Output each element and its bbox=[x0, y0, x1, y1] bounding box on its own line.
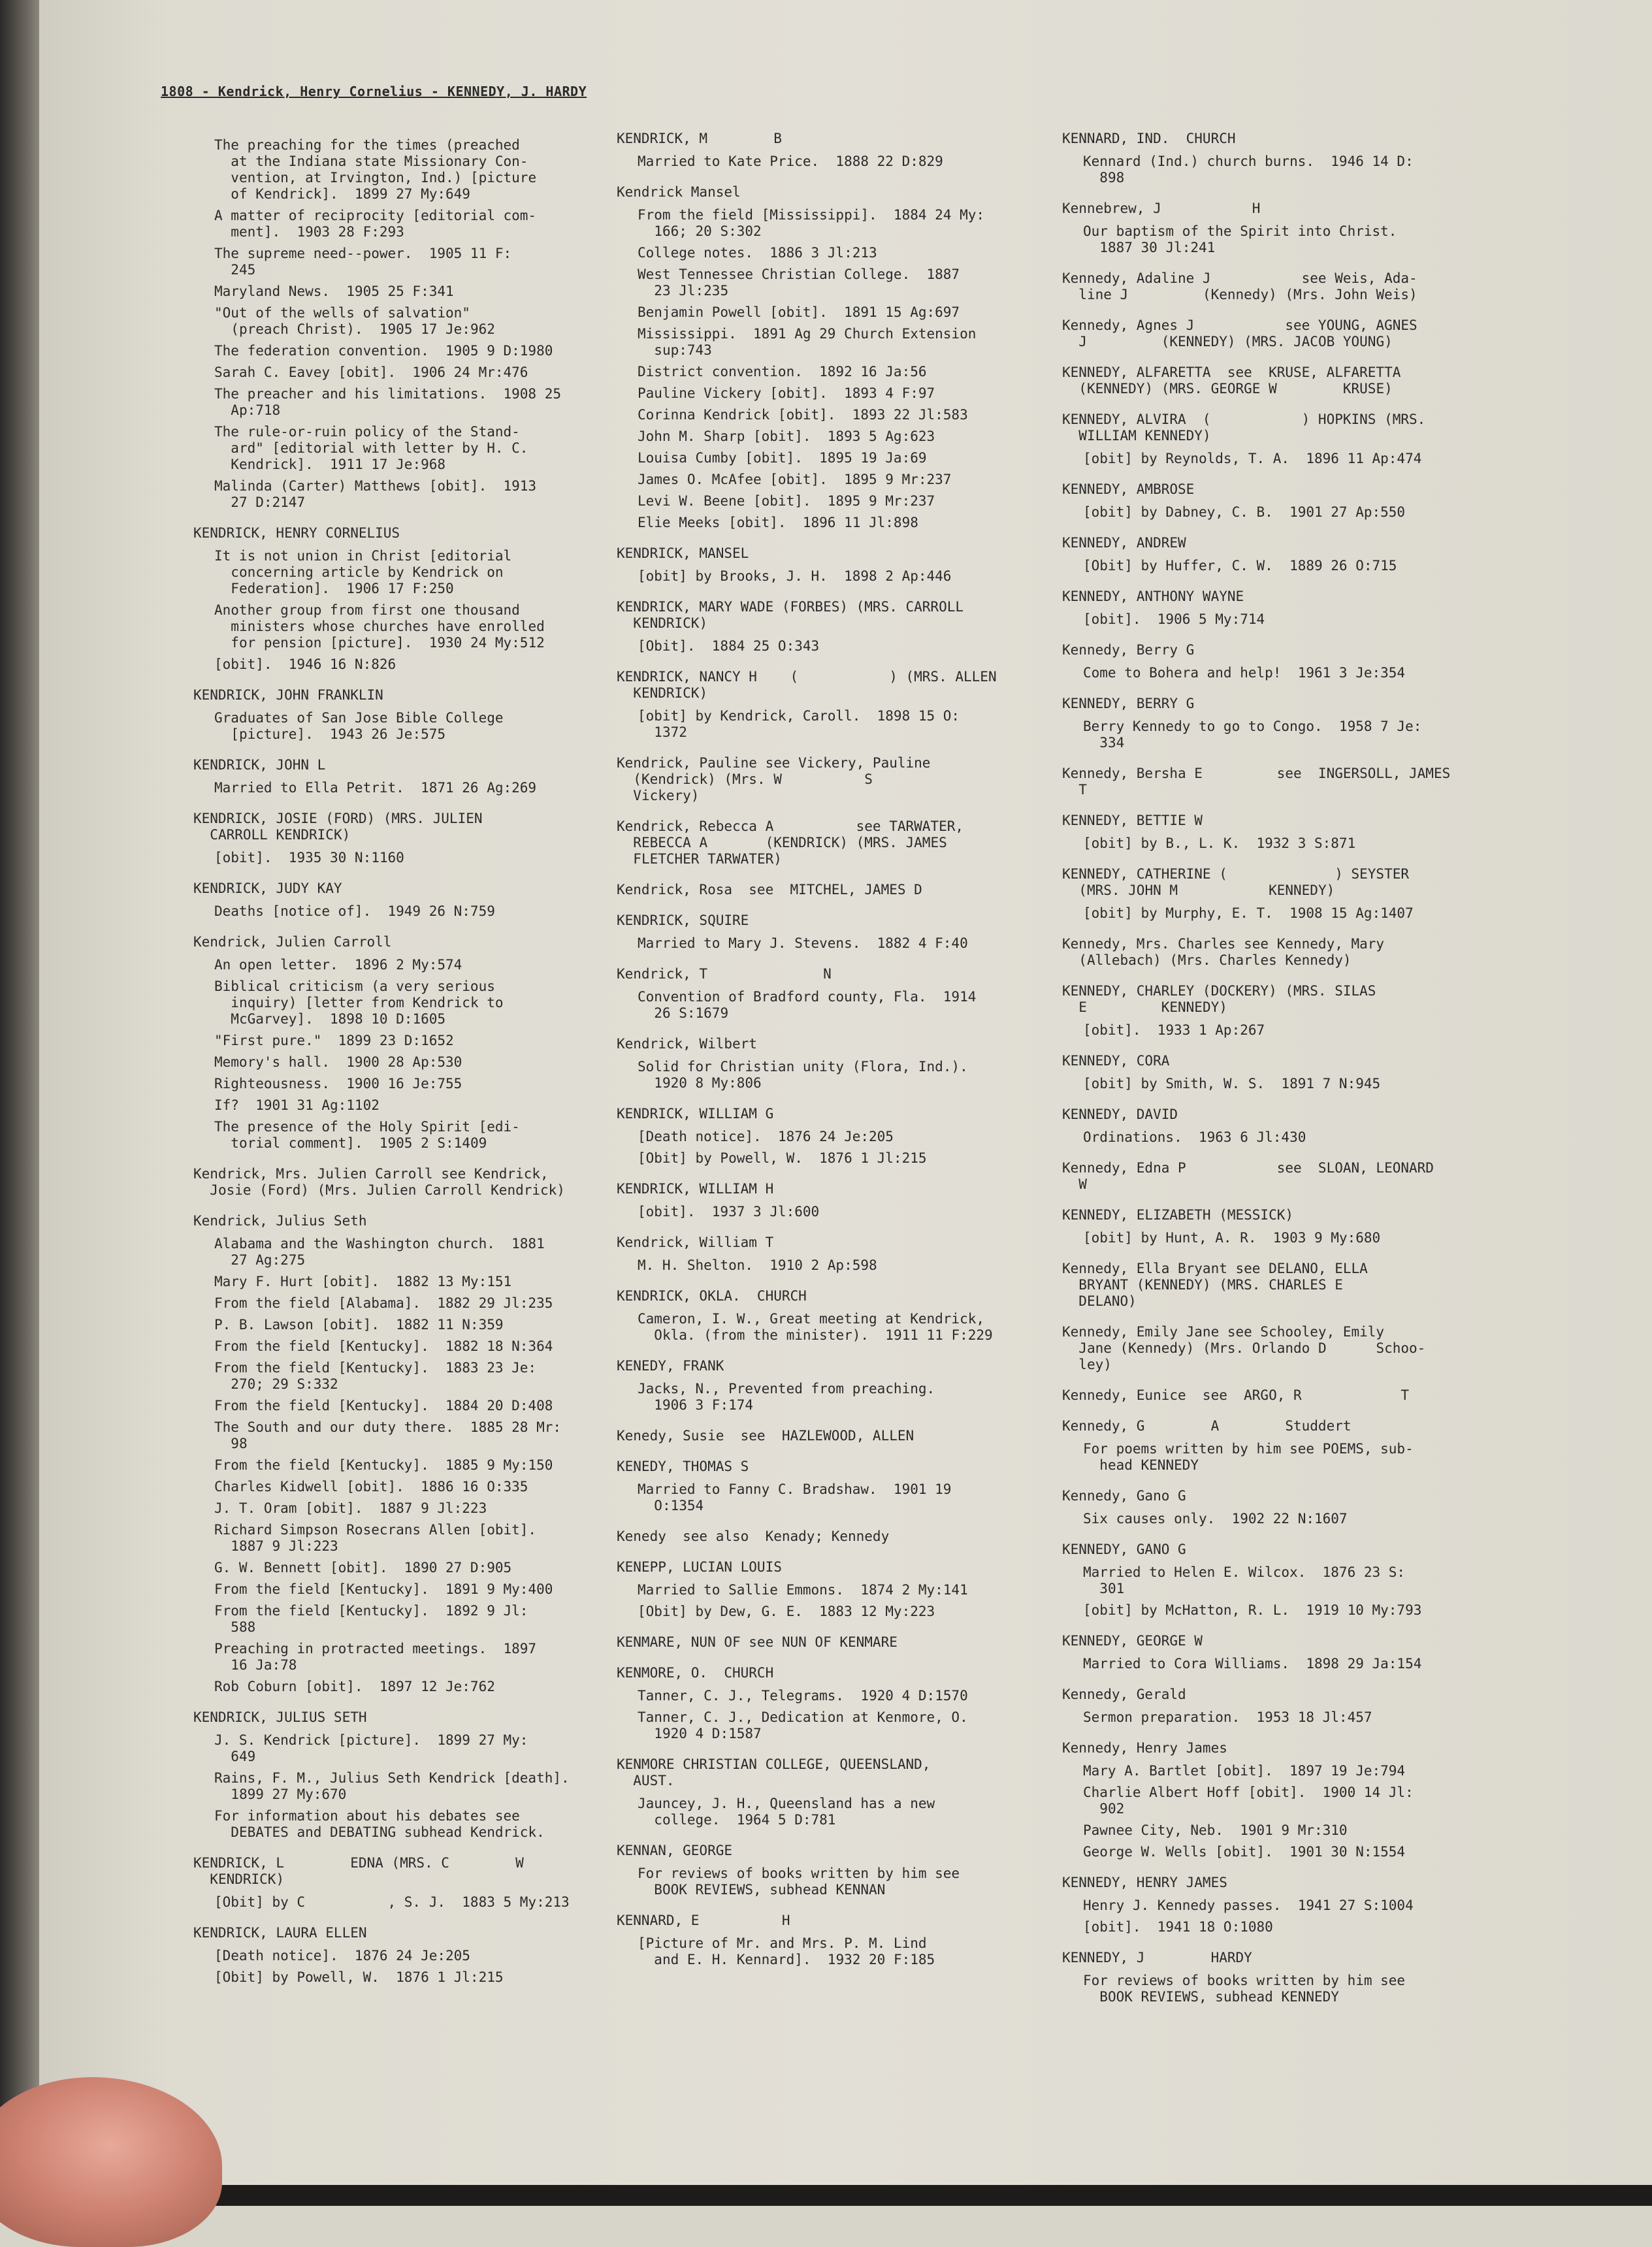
index-entry bbox=[193, 687, 594, 743]
index-entry bbox=[617, 669, 1024, 741]
entry-citation: [Obit] by C , S. J. 1883 5 My:213 bbox=[214, 1894, 570, 1910]
index-entry bbox=[1062, 412, 1489, 467]
entry-heading: Kennedy, G A Studdert bbox=[1062, 1418, 1352, 1434]
entry-heading: KENMORE CHRISTIAN COLLEGE, QUEENSLAND, AUST. bbox=[617, 1756, 931, 1788]
index-entry bbox=[617, 1106, 1024, 1167]
index-entry bbox=[193, 1709, 594, 1841]
entry-heading: Kendrick, Pauline see Vickery, Pauline (Kendrick) (Mrs. W S Vickery) bbox=[617, 755, 931, 803]
index-entry bbox=[193, 525, 594, 673]
index-entry bbox=[1062, 1261, 1489, 1310]
entry-heading: Kennedy, Emily Jane see Schooley, Emily Jane (Kennedy) (Mrs. Orlando D Schoo- ley) bbox=[1062, 1324, 1426, 1372]
index-entry bbox=[1062, 1207, 1489, 1246]
entry-heading: KENDRICK, MANSEL bbox=[617, 545, 749, 561]
index-entry bbox=[1062, 589, 1489, 628]
entry-heading: KENMARE, NUN OF see NUN OF KENMARE bbox=[617, 1634, 898, 1650]
entry-citation: The federation convention. 1905 9 D:1980 bbox=[214, 343, 553, 359]
entry-heading: KENNEDY, CHARLEY (DOCKERY) (MRS. SILAS E KENNEDY) bbox=[1062, 983, 1376, 1015]
entry-heading: KENNEDY, BETTIE W bbox=[1062, 813, 1203, 828]
entry-heading: KENMORE, O. CHURCH bbox=[617, 1665, 774, 1681]
index-entry bbox=[617, 1559, 1024, 1620]
entry-citation: [obit]. 1906 5 My:714 bbox=[1083, 611, 1265, 627]
index-entry bbox=[617, 1288, 1024, 1344]
entry-citation: [obit]. 1941 18 O:1080 bbox=[1083, 1919, 1273, 1935]
entry-citation: For poems written by him see POEMS, sub- head KENNEDY bbox=[1083, 1441, 1414, 1473]
index-entry bbox=[1062, 1324, 1489, 1373]
entry-citation: M. H. Shelton. 1910 2 Ap:598 bbox=[638, 1257, 877, 1273]
entry-heading: KENEDY, FRANK bbox=[617, 1358, 724, 1374]
index-entry bbox=[1062, 1633, 1489, 1672]
index-entry bbox=[1062, 1687, 1489, 1726]
entry-citation: Come to Bohera and help! 1961 3 Je:354 bbox=[1083, 665, 1406, 681]
entry-citation: Mississippi. 1891 Ag 29 Church Extension sup:743 bbox=[638, 326, 977, 358]
entry-citation: [obit]. 1935 30 N:1160 bbox=[214, 850, 404, 865]
entry-citation: From the field [Kentucky]. 1884 20 D:408 bbox=[214, 1398, 553, 1414]
entry-heading: Kenedy, Susie see HAZLEWOOD, ALLEN bbox=[617, 1428, 915, 1444]
entry-heading: Kendrick, T N bbox=[617, 966, 832, 982]
index-entry bbox=[617, 131, 1024, 170]
entry-citation: College notes. 1886 3 Jl:213 bbox=[638, 245, 877, 261]
index-entry bbox=[1062, 1418, 1489, 1474]
entry-citation: Convention of Bradford county, Fla. 1914 26 S:1679 bbox=[638, 989, 977, 1021]
entry-citation: Biblical criticism (a very serious inquiry) [letter from Kendrick to McGarvey]. 1898 10 D:1605 bbox=[214, 978, 504, 1027]
index-entry bbox=[1062, 1107, 1489, 1146]
entry-heading: Kendrick, Julien Carroll bbox=[193, 934, 392, 950]
index-entry bbox=[617, 913, 1024, 952]
entry-heading: KENDRICK, JULIUS SETH bbox=[193, 1709, 367, 1725]
entry-citation: Corinna Kendrick [obit]. 1893 22 Jl:583 bbox=[638, 407, 968, 423]
entry-citation: The preacher and his limitations. 1908 25 Ap:718 bbox=[214, 386, 562, 418]
entry-citation: G. W. Bennett [obit]. 1890 27 D:905 bbox=[214, 1560, 512, 1576]
entry-heading: KENDRICK, L EDNA (MRS. C W KENDRICK) bbox=[193, 1855, 524, 1887]
entry-citation: [obit]. 1946 16 N:826 bbox=[214, 656, 397, 672]
index-entry bbox=[617, 1665, 1024, 1742]
index-entry bbox=[617, 184, 1024, 531]
entry-citation: Louisa Cumby [obit]. 1895 19 Ja:69 bbox=[638, 450, 927, 466]
entry-citation: [Death notice]. 1876 24 Je:205 bbox=[638, 1129, 894, 1144]
entry-citation: The presence of the Holy Spirit [edi- torial comment]. 1905 2 S:1409 bbox=[214, 1119, 520, 1151]
entry-citation: Deaths [notice of]. 1949 26 N:759 bbox=[214, 903, 495, 919]
entry-heading: KENNEDY, ANTHONY WAYNE bbox=[1062, 589, 1244, 604]
entry-heading: Kendrick, William T bbox=[617, 1235, 774, 1250]
entry-heading: KENDRICK, JUDY KAY bbox=[193, 881, 342, 896]
entry-citation: Sarah C. Eavey [obit]. 1906 24 Mr:476 bbox=[214, 364, 528, 380]
entry-citation: Sermon preparation. 1953 18 Jl:457 bbox=[1083, 1709, 1372, 1725]
index-entry bbox=[193, 1855, 594, 1911]
index-entry bbox=[617, 1181, 1024, 1220]
entry-heading: KENNEDY, DAVID bbox=[1062, 1107, 1178, 1122]
index-entry bbox=[617, 1913, 1024, 1968]
entry-citation: Maryland News. 1905 25 F:341 bbox=[214, 283, 454, 299]
index-entry bbox=[617, 818, 1024, 867]
index-entry bbox=[1062, 1740, 1489, 1860]
index-entry bbox=[617, 1459, 1024, 1514]
index-entry bbox=[1062, 1875, 1489, 1935]
entry-citation: Married to Ella Petrit. 1871 26 Ag:269 bbox=[214, 780, 537, 796]
entry-citation: Jauncey, J. H., Queensland has a new college. 1964 5 D:781 bbox=[638, 1796, 935, 1828]
entry-citation: From the field [Kentucky]. 1891 9 My:400 bbox=[214, 1581, 553, 1597]
entry-citation: Ordinations. 1963 6 Jl:430 bbox=[1083, 1129, 1306, 1145]
index-entry bbox=[617, 1235, 1024, 1274]
entry-citation: Pawnee City, Neb. 1901 9 Mr:310 bbox=[1083, 1822, 1348, 1838]
entry-citation: For reviews of books written by him see BOOK REVIEWS, subhead KENNAN bbox=[638, 1866, 960, 1898]
bottom-edge bbox=[0, 2185, 1652, 2206]
entry-citation: Another group from first one thousand ministers whose churches have enrolled for pension [picture]. 1930 24 My:512 bbox=[214, 602, 545, 651]
entry-heading: Kennedy, Agnes J see YOUNG, AGNES J (KENNEDY) (MRS. JACOB YOUNG) bbox=[1062, 317, 1417, 349]
entry-citation: [obit] by McHatton, R. L. 1919 10 My:793 bbox=[1083, 1602, 1422, 1618]
entry-heading: KENDRICK, JOHN L bbox=[193, 757, 326, 773]
index-entry bbox=[1062, 131, 1489, 186]
page-header: 1808 - Kendrick, Henry Cornelius - KENNEDY, J. HARDY bbox=[161, 84, 587, 99]
index-entry bbox=[1062, 1488, 1489, 1527]
entry-citation: Richard Simpson Rosecrans Allen [obit]. 1887 9 Jl:223 bbox=[214, 1522, 537, 1554]
index-entry bbox=[617, 1358, 1024, 1414]
index-column-2 bbox=[617, 131, 1024, 1982]
entry-heading: Kennedy, Adaline J see Weis, Ada- line J (Kennedy) (Mrs. John Weis) bbox=[1062, 270, 1417, 302]
entry-heading: KENEPP, LUCIAN LOUIS bbox=[617, 1559, 782, 1575]
entry-citation: It is not union in Christ [editorial concerning article by Kendrick on Federation]. 1906 17 F:250 bbox=[214, 548, 512, 596]
index-column-3 bbox=[1062, 131, 1489, 2020]
entry-citation: Married to Kate Price. 1888 22 D:829 bbox=[638, 154, 943, 169]
index-entry bbox=[617, 1634, 1024, 1651]
entry-heading: KENNEDY, GEORGE W bbox=[1062, 1633, 1203, 1649]
entry-citation: P. B. Lawson [obit]. 1882 11 N:359 bbox=[214, 1317, 504, 1333]
entry-citation: [Obit] by Powell, W. 1876 1 Jl:215 bbox=[214, 1969, 504, 1985]
index-entry bbox=[193, 1166, 594, 1199]
entry-citation: Our baptism of the Spirit into Christ. 1887 30 Jl:241 bbox=[1083, 223, 1397, 255]
entry-citation: [obit] by B., L. K. 1932 3 S:871 bbox=[1083, 835, 1356, 851]
entry-heading: KENDRICK, JOHN FRANKLIN bbox=[193, 687, 383, 703]
entry-citation: "Out of the wells of salvation" (preach Christ). 1905 17 Je:962 bbox=[214, 305, 495, 337]
entry-heading: KENDRICK, WILLIAM H bbox=[617, 1181, 774, 1197]
index-entry bbox=[617, 545, 1024, 585]
entry-heading: Kendrick, Julius Seth bbox=[193, 1213, 367, 1229]
entry-citation: The preaching for the times (preached at the Indiana state Missionary Con- vention, at Irvington, Ind.) [picture of Kendrick]. 1899 27 My:649 bbox=[214, 137, 537, 202]
entry-heading: Kennebrew, J H bbox=[1062, 201, 1261, 216]
entry-citation: Berry Kennedy to go to Congo. 1958 7 Je: 334 bbox=[1083, 719, 1422, 751]
entry-heading: KENNEDY, HENRY JAMES bbox=[1062, 1875, 1227, 1890]
entry-citation: [obit]. 1933 1 Ap:267 bbox=[1083, 1022, 1265, 1038]
entry-citation: [obit] by Smith, W. S. 1891 7 N:945 bbox=[1083, 1076, 1381, 1091]
entry-citation: James O. McAfee [obit]. 1895 9 Mr:237 bbox=[638, 472, 952, 487]
index-entry bbox=[1062, 481, 1489, 521]
entry-heading: KENNEDY, CATHERINE ( ) SEYSTER (MRS. JOHN M KENNEDY) bbox=[1062, 866, 1410, 898]
entry-citation: Solid for Christian unity (Flora, Ind.). 1920 8 My:806 bbox=[638, 1059, 968, 1091]
entry-heading: Kennedy, Ella Bryant see DELANO, ELLA BRYANT (KENNEDY) (MRS. CHARLES E DELANO) bbox=[1062, 1261, 1368, 1309]
index-entry bbox=[1062, 1053, 1489, 1092]
entry-heading: Kendrick, Rosa see MITCHEL, JAMES D bbox=[617, 882, 922, 897]
entry-citation: District convention. 1892 16 Ja:56 bbox=[638, 364, 927, 380]
index-entry bbox=[1062, 1160, 1489, 1193]
entry-heading: Kennedy, Eunice see ARGO, R T bbox=[1062, 1387, 1410, 1403]
entry-heading: KENNEDY, BERRY G bbox=[1062, 696, 1195, 711]
entry-citation: [obit] by Reynolds, T. A. 1896 11 Ap:474 bbox=[1083, 451, 1422, 466]
entry-citation: [Obit] by Powell, W. 1876 1 Jl:215 bbox=[638, 1150, 927, 1166]
entry-heading: KENDRICK, M B bbox=[617, 131, 782, 146]
index-entry bbox=[1062, 983, 1489, 1039]
entry-citation: Married to Sallie Emmons. 1874 2 My:141 bbox=[638, 1582, 968, 1598]
entry-citation: [obit] by Murphy, E. T. 1908 15 Ag:1407 bbox=[1083, 905, 1414, 921]
entry-citation: For reviews of books written by him see BOOK REVIEWS, subhead KENNEDY bbox=[1083, 1973, 1406, 2005]
entry-citation: [Obit]. 1884 25 O:343 bbox=[638, 638, 820, 654]
entry-citation: Righteousness. 1900 16 Je:755 bbox=[214, 1076, 462, 1091]
entry-citation: [obit] by Brooks, J. H. 1898 2 Ap:446 bbox=[638, 568, 952, 584]
index-entry bbox=[1062, 696, 1489, 751]
index-entry bbox=[1062, 201, 1489, 256]
entry-citation: Alabama and the Washington church. 1881 27 Ag:275 bbox=[214, 1236, 545, 1268]
entry-heading: Kennedy, Henry James bbox=[1062, 1740, 1227, 1756]
index-entry bbox=[1062, 1950, 1489, 2005]
entry-citation: Memory's hall. 1900 28 Ap:530 bbox=[214, 1054, 462, 1070]
entry-heading: KENDRICK, JOSIE (FORD) (MRS. JULIEN CARROLL KENDRICK) bbox=[193, 811, 483, 843]
entry-heading: KENNARD, IND. CHURCH bbox=[1062, 131, 1236, 146]
index-entry bbox=[617, 966, 1024, 1022]
entry-citation: Married to Helen E. Wilcox. 1876 23 S: 301 bbox=[1083, 1564, 1406, 1596]
entry-citation: Tanner, C. J., Dedication at Kenmore, O. 1920 4 D:1587 bbox=[638, 1709, 968, 1741]
entry-citation: If? 1901 31 Ag:1102 bbox=[214, 1097, 380, 1113]
entry-citation: An open letter. 1896 2 My:574 bbox=[214, 957, 462, 973]
entry-citation: Charlie Albert Hoff [obit]. 1900 14 Jl: 902 bbox=[1083, 1785, 1414, 1817]
entry-citation: "First pure." 1899 23 D:1652 bbox=[214, 1033, 454, 1048]
index-entry bbox=[1062, 642, 1489, 681]
entry-heading: KENDRICK, OKLA. CHURCH bbox=[617, 1288, 807, 1304]
entry-citation: The South and our duty there. 1885 28 Mr: 98 bbox=[214, 1419, 562, 1451]
entry-citation: [Obit] by Dew, G. E. 1883 12 My:223 bbox=[638, 1604, 935, 1619]
index-entry bbox=[193, 934, 594, 1152]
entry-heading: Kennedy, Gerald bbox=[1062, 1687, 1186, 1702]
index-entry bbox=[1062, 364, 1489, 397]
index-entry bbox=[193, 881, 594, 920]
entry-citation: [Death notice]. 1876 24 Je:205 bbox=[214, 1948, 470, 1964]
index-entry bbox=[617, 882, 1024, 898]
index-entry bbox=[617, 1036, 1024, 1091]
entry-heading: KENDRICK, NANCY H ( ) (MRS. ALLEN KENDRICK) bbox=[617, 669, 997, 701]
entry-citation: Married to Fanny C. Bradshaw. 1901 19 O:1354 bbox=[638, 1481, 952, 1513]
entry-citation: Levi W. Beene [obit]. 1895 9 Mr:237 bbox=[638, 493, 935, 509]
entry-citation: Elie Meeks [obit]. 1896 11 Jl:898 bbox=[638, 515, 918, 530]
entry-citation: Kennard (Ind.) church burns. 1946 14 D: 898 bbox=[1083, 154, 1414, 186]
entry-citation: From the field [Kentucky]. 1883 23 Je: 270; 29 S:332 bbox=[214, 1360, 537, 1392]
entry-heading: Kendrick, Mrs. Julien Carroll see Kendrick, Josie (Ford) (Mrs. Julien Carroll Kendrick) bbox=[193, 1166, 565, 1198]
index-entry bbox=[617, 599, 1024, 655]
entry-citation: Mary F. Hurt [obit]. 1882 13 My:151 bbox=[214, 1274, 512, 1289]
entry-citation: Preaching in protracted meetings. 1897 16 Ja:78 bbox=[214, 1641, 537, 1673]
index-entry bbox=[617, 755, 1024, 804]
entry-heading: KENDRICK, LAURA ELLEN bbox=[193, 1925, 367, 1941]
entry-heading: Kennedy, Berry G bbox=[1062, 642, 1195, 658]
index-column-1 bbox=[193, 131, 594, 2000]
entry-citation: John M. Sharp [obit]. 1893 5 Ag:623 bbox=[638, 428, 935, 444]
index-entry bbox=[193, 811, 594, 866]
index-entry bbox=[1062, 1387, 1489, 1404]
entry-heading: KENEDY, THOMAS S bbox=[617, 1459, 749, 1474]
entry-citation: Benjamin Powell [obit]. 1891 15 Ag:697 bbox=[638, 304, 960, 320]
entry-heading: KENDRICK, SQUIRE bbox=[617, 913, 749, 928]
entry-citation: Henry J. Kennedy passes. 1941 27 S:1004 bbox=[1083, 1898, 1414, 1913]
entry-citation: J. S. Kendrick [picture]. 1899 27 My: 649 bbox=[214, 1732, 528, 1764]
index-entry bbox=[1062, 1542, 1489, 1619]
entry-citation: Tanner, C. J., Telegrams. 1920 4 D:1570 bbox=[638, 1688, 968, 1704]
entry-heading: Kennedy, Edna P see SLOAN, LEONARD W bbox=[1062, 1160, 1434, 1192]
entry-citation: Married to Cora Williams. 1898 29 Ja:154 bbox=[1083, 1656, 1422, 1672]
index-entry bbox=[193, 757, 594, 796]
entry-heading: Kendrick Mansel bbox=[617, 184, 741, 200]
entry-citation: [obit] by Kendrick, Caroll. 1898 15 O: 1372 bbox=[638, 708, 960, 740]
entry-citation: For information about his debates see DEBATES and DEBATING subhead Kendrick. bbox=[214, 1808, 545, 1840]
entry-citation: The supreme need--power. 1905 11 F: 245 bbox=[214, 246, 512, 278]
entry-citation: Graduates of San Jose Bible College [picture]. 1943 26 Je:575 bbox=[214, 710, 504, 742]
entry-heading: KENDRICK, WILLIAM G bbox=[617, 1106, 774, 1122]
entry-citation: From the field [Alabama]. 1882 29 Jl:235 bbox=[214, 1295, 553, 1311]
entry-heading: KENNEDY, ANDREW bbox=[1062, 535, 1186, 551]
entry-heading: KENDRICK, MARY WADE (FORBES) (MRS. CARROLL KENDRICK) bbox=[617, 599, 964, 631]
entry-citation: J. T. Oram [obit]. 1887 9 Jl:223 bbox=[214, 1500, 487, 1516]
entry-heading: KENDRICK, HENRY CORNELIUS bbox=[193, 525, 400, 541]
index-entry bbox=[202, 137, 594, 511]
entry-heading: KENNEDY, GANO G bbox=[1062, 1542, 1186, 1557]
entry-citation: Rains, F. M., Julius Seth Kendrick [death]. 1899 27 My:670 bbox=[214, 1770, 570, 1802]
entry-citation: Pauline Vickery [obit]. 1893 4 F:97 bbox=[638, 385, 935, 401]
index-entry bbox=[1062, 866, 1489, 922]
entry-citation: [Picture of Mr. and Mrs. P. M. Lind and E. H. Kennard]. 1932 20 F:185 bbox=[638, 1935, 935, 1967]
entry-citation: Jacks, N., Prevented from preaching. 1906 3 F:174 bbox=[638, 1381, 935, 1413]
entry-citation: [obit]. 1937 3 Jl:600 bbox=[638, 1204, 820, 1220]
entry-heading: KENNEDY, ALFARETTA see KRUSE, ALFARETTA (KENNEDY) (MRS. GEORGE W KRUSE) bbox=[1062, 364, 1401, 396]
index-entry bbox=[1062, 813, 1489, 852]
entry-citation: [obit] by Dabney, C. B. 1901 27 Ap:550 bbox=[1083, 504, 1406, 520]
index-entry bbox=[193, 1213, 594, 1695]
entry-heading: KENNAN, GEORGE bbox=[617, 1843, 733, 1858]
entry-citation: Malinda (Carter) Matthews [obit]. 1913 27 D:2147 bbox=[214, 478, 537, 510]
entry-heading: KENNEDY, ELIZABETH (MESSICK) bbox=[1062, 1207, 1294, 1223]
entry-heading: Kendrick, Wilbert bbox=[617, 1036, 757, 1052]
entry-citation: The rule-or-ruin policy of the Stand- ard" [editorial with letter by H. C. Kendrick]. 1911 17 Je:968 bbox=[214, 424, 528, 472]
entry-citation: From the field [Kentucky]. 1892 9 Jl: 588 bbox=[214, 1603, 528, 1635]
index-entry bbox=[617, 1843, 1024, 1898]
entry-citation: A matter of reciprocity [editorial com- ment]. 1903 28 F:293 bbox=[214, 208, 537, 240]
index-entry bbox=[1062, 766, 1489, 798]
index-entry bbox=[617, 1528, 1024, 1545]
entry-citation: West Tennessee Christian College. 1887 23 Jl:235 bbox=[638, 267, 960, 299]
entry-heading: Kendrick, Rebecca A see TARWATER, REBECCA A (KENDRICK) (MRS. JAMES FLETCHER TARWATER) bbox=[617, 818, 964, 867]
entry-citation: George W. Wells [obit]. 1901 30 N:1554 bbox=[1083, 1844, 1406, 1860]
index-entry bbox=[1062, 535, 1489, 574]
entry-citation: Charles Kidwell [obit]. 1886 16 O:335 bbox=[214, 1479, 528, 1495]
index-entry bbox=[193, 1925, 594, 1986]
entry-citation: [Obit] by Huffer, C. W. 1889 26 O:715 bbox=[1083, 558, 1397, 574]
entry-citation: Mary A. Bartlet [obit]. 1897 19 Je:794 bbox=[1083, 1763, 1406, 1779]
entry-citation: Six causes only. 1902 22 N:1607 bbox=[1083, 1511, 1348, 1527]
entry-heading: KENNEDY, ALVIRA ( ) HOPKINS (MRS. WILLIAM KENNEDY) bbox=[1062, 412, 1426, 444]
entry-heading: KENNEDY, AMBROSE bbox=[1062, 481, 1195, 497]
index-entry bbox=[1062, 317, 1489, 350]
entry-citation: From the field [Kentucky]. 1885 9 My:150 bbox=[214, 1457, 553, 1473]
entry-heading: Kennedy, Mrs. Charles see Kennedy, Mary (Allebach) (Mrs. Charles Kennedy) bbox=[1062, 936, 1385, 968]
entry-heading: Kennedy, Bersha E see INGERSOLL, JAMES T bbox=[1062, 766, 1451, 798]
entry-heading: Kenedy see also Kenady; Kennedy bbox=[617, 1528, 890, 1544]
entry-citation: Cameron, I. W., Great meeting at Kendrick, Okla. (from the minister). 1911 11 F:229 bbox=[638, 1311, 993, 1343]
index-entry bbox=[1062, 936, 1489, 969]
index-entry bbox=[617, 1756, 1024, 1828]
entry-heading: KENNARD, E H bbox=[617, 1913, 790, 1928]
entry-citation: Married to Mary J. Stevens. 1882 4 F:40 bbox=[638, 935, 968, 951]
index-entry bbox=[1062, 270, 1489, 303]
index-entry bbox=[617, 1428, 1024, 1444]
entry-citation: From the field [Mississippi]. 1884 24 My: 166; 20 S:302 bbox=[638, 207, 985, 239]
entry-citation: Rob Coburn [obit]. 1897 12 Je:762 bbox=[214, 1679, 495, 1694]
entry-citation: [obit] by Hunt, A. R. 1903 9 My:680 bbox=[1083, 1230, 1381, 1246]
entry-heading: Kennedy, Gano G bbox=[1062, 1488, 1186, 1504]
entry-citation: From the field [Kentucky]. 1882 18 N:364 bbox=[214, 1338, 553, 1354]
entry-heading: KENNEDY, CORA bbox=[1062, 1053, 1170, 1069]
entry-heading: KENNEDY, J HARDY bbox=[1062, 1950, 1252, 1965]
